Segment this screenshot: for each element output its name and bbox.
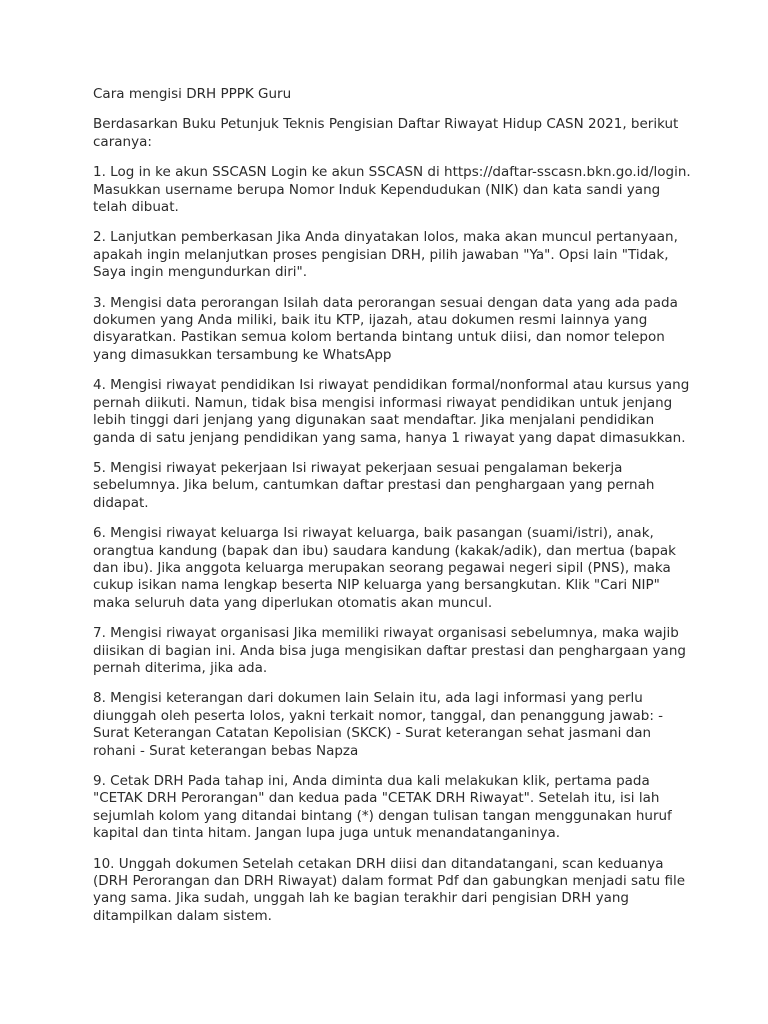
intro-paragraph: Berdasarkan Buku Petunjuk Teknis Pengisian Daftar Riwayat Hidup CASN 2021, berikut caranya: xyxy=(93,116,679,150)
step-paragraph: 4. Mengisi riwayat pendidikan Isi riwayat pendidikan formal/nonformal atau kursus yang pernah diikuti. Namun, tidak bisa mengisi informasi riwayat pendidikan untuk jenjang lebih tinggi dari jenjang yang digunakan saat mendaftar. Jika menjalani pendidikan ganda di satu jenjang pendidikan yang sama, hanya 1 riwayat yang dapat dimasukkan. xyxy=(93,377,690,446)
step-paragraph: 2. Lanjutkan pemberkasan Jika Anda dinyatakan lolos, maka akan muncul pertanyaan, apakah ingin melanjutkan proses pengisian DRH, pilih jawaban "Ya". Opsi lain "Tidak, Saya ingin mengundurkan diri". xyxy=(93,229,678,281)
step-paragraph: 6. Mengisi riwayat keluarga Isi riwayat keluarga, baik pasangan (suami/istri), anak, orangtua kandung (bapak dan ibu) saudara kandung (kakak/adik), dan mertua (bapak dan ibu). Jika anggota keluarga merupakan seorang pegawai negeri sipil (PNS), maka cukup isikan nama lengkap beserta NIP keluarga yang bersangkutan. Klik "Cari NIP" maka seluruh data yang diperlukan otomatis akan muncul. xyxy=(93,525,677,611)
step-paragraph: 5. Mengisi riwayat pekerjaan Isi riwayat pekerjaan sesuai pengalaman bekerja sebelumnya. Jika belum, cantumkan daftar prestasi dan penghargaan yang pernah didapat. xyxy=(93,459,655,511)
step-paragraph: 9. Cetak DRH Pada tahap ini, Anda diminta dua kali melakukan klik, pertama pada "CETAK DRH Perorangan" dan kedua pada "CETAK DRH Riwayat". Setelah itu, isi lah sejumlah kolom yang ditandai bintang (*) dengan tulisan tangan menggunakan huruf kapital dan tinta hitam. Jangan lupa juga untuk menandatanganinya. xyxy=(93,773,672,842)
step-paragraph: 10. Unggah dokumen Setelah cetakan DRH diisi dan ditandatangani, scan keduanya (DRH Perorangan dan DRH Riwayat) dalam format Pdf dan gabungkan menjadi satu file yang sama. Jika sudah, unggah lah ke bagian terakhir dari pengisian DRH yang ditampilkan dalam sistem. xyxy=(93,855,686,924)
step-paragraph: 3. Mengisi data perorangan Isilah data perorangan sesuai dengan data yang ada pada dokumen yang Anda miliki, baik itu KTP, ijazah, atau dokumen resmi lainnya yang disyaratkan. Pastikan semua kolom bertanda bintang untuk diisi, dan nomor telepon yang dimasukkan tersambung ke WhatsApp xyxy=(93,294,678,363)
document-content xyxy=(93,86,693,938)
step-paragraph: 7. Mengisi riwayat organisasi Jika memiliki riwayat organisasi sebelumnya, maka wajib diisikan di bagian ini. Anda bisa juga mengisikan daftar prestasi dan penghargaan yang pernah diterima, jika ada. xyxy=(93,625,686,676)
step-paragraph: 1. Log in ke akun SSCASN Login ke akun SSCASN di https://daftar-sscasn.bkn.go.id/login. Masukkan username berupa Nomor Induk Kependudukan (NIK) dan kata sandi yang telah dibuat. xyxy=(93,164,691,216)
document-title: Cara mengisi DRH PPPK Guru xyxy=(93,86,292,102)
step-paragraph: 8. Mengisi keterangan dari dokumen lain Selain itu, ada lagi informasi yang perlu diunggah oleh peserta lolos, yakni terkait nomor, tanggal, dan penanggung jawab: - Surat Keterangan Catatan Kepolisian (SKCK) - Surat keterangan sehat jasmani dan rohani - Surat keterangan bebas Napza xyxy=(93,690,664,759)
